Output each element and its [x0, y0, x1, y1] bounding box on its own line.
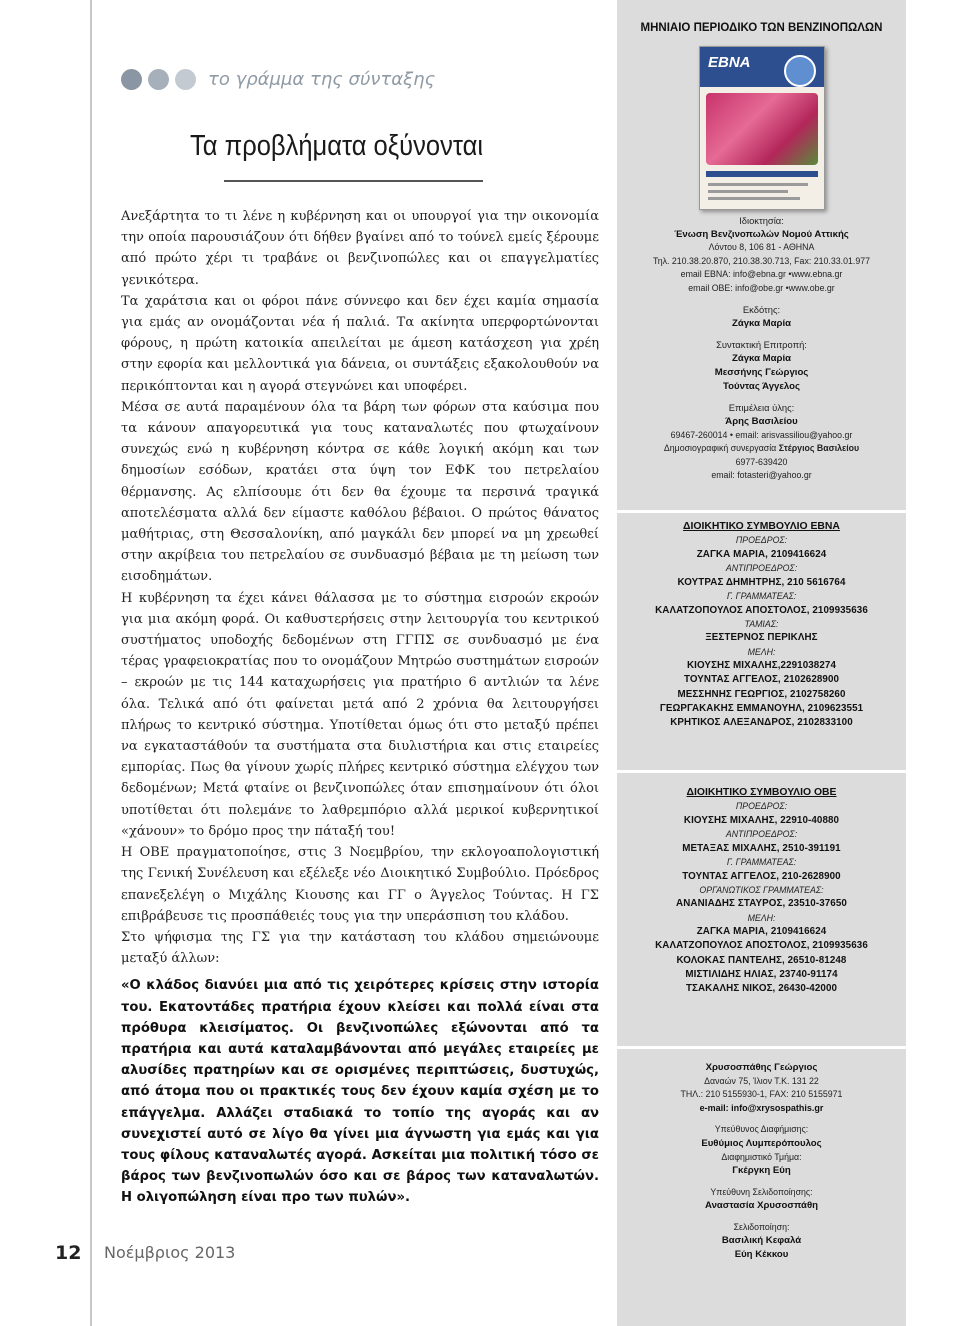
- supervision-contact: 69467-260014 • email: arisvassiliou@yahoo.gr: [670, 429, 853, 440]
- board-member: ΜΕΣΣΗΝΗΣ ΓΕΩΡΓΙΟΣ, 2102758260: [677, 688, 846, 700]
- role-label: ΤΑΜΙΑΣ:: [744, 618, 779, 629]
- printer-email: e-mail: info@xrysospathis.gr: [699, 1102, 824, 1113]
- board-member: ΓΕΩΡΓΑΚΑΚΗΣ ΕΜΜΑΝΟΥΗΛ, 2109623551: [659, 702, 864, 714]
- divider: [617, 510, 906, 513]
- dot-icon: [121, 69, 142, 90]
- board-obe-title: ΔΙΟΙΚΗΤΙΚΟ ΣΥΜΒΟΥΛΙΟ ΟΒΕ: [686, 787, 837, 798]
- role-label: ΑΝΤΙΠΡΟΕΔΡΟΣ:: [725, 563, 798, 574]
- article-paragraph: Τα χαράτσια και οι φόροι πάνε σύννεφο και δεν έχει καμία σημασία για εμάς αν ονομάζονται νέα ή παλιά. Τα ακίνητα υπερφορτώνονται φόρους, η πρώτη κατοικία απειλείται με άμεση κατάσχεση για χρέη στην εφορία και μελλοντικά για δάνεια, οι συντάξεις εξακολουθούν να περικόπτονται και η αγορά στεγνώνει και υποφέρει.: [121, 293, 599, 394]
- printer-phones: ΤΗΛ.: 210 5155930-1, FAX: 210 5155971: [680, 1089, 843, 1100]
- email-ebna: email EBNA: info@ebna.gr •www.ebna.gr: [680, 269, 843, 280]
- publisher-name: Ζάγκα Μαρία: [731, 317, 792, 329]
- section-label: το γράμμα της σύνταξης: [208, 69, 436, 90]
- board-entry: ΚΑΛΑΤΖΟΠΟΥΛΟΣ ΑΠΟΣΤΟΛΟΣ, 2109935636: [655, 604, 868, 616]
- role-label: ΜΕΛΗ:: [747, 912, 776, 923]
- cover-logo: EBNA: [708, 54, 751, 71]
- board-member: ΚΟΛΟΚΑΣ ΠΑΝΤΕΛΗΣ, 26510-81248: [676, 954, 847, 966]
- supervision-label: Επιμέλεια ύλης:: [728, 402, 795, 414]
- board-ebna-title: ΔΙΟΙΚΗΤΙΚΟ ΣΥΜΒΟΥΛΙΟ ΕΒΝΑ: [683, 521, 840, 532]
- printer-address: Δαναών 75, Ίλιον Τ.Κ. 131 22: [704, 1075, 819, 1086]
- article-paragraph: Μέσα σε αυτά παραμένουν όλα τα βάρη των φόρων στα καύσιμα που τα κάνουν απαγορευτικά για τους καταναλωτές που φτωχαίνουν συνεχώς ενώ η κυβέρνηση κόντρα σε κάθε λογική ακόμη και των δημοσίων εσόδων, κρατάει στα ύψη τον ΕΦΚ του πετρελαίου θέρμανσης. Ας ελπίσουμε ότι δεν θα έχουμε τα περσινά τραγικά αποτελέσματα αλλά δεν είμαστε καθόλου βέβαιοι. Ο πρώτος θάνατος μαθήτριας, στη Θεσσαλονίκη, από μαγκάλι δεν μπορεί να μη χρεωθεί στην ακρίβεια του πετρελαίου σε συνδυασμό βέβαια με τη μείωση των εισοδημάτων.: [121, 399, 599, 585]
- committee-member: Ζάγκα Μαρία: [731, 353, 792, 364]
- distribution-name: Ευθύμιος Λυμπερόπουλος: [701, 1137, 822, 1149]
- layout-label: Σελιδοποίηση:: [733, 1222, 790, 1233]
- divider: [617, 770, 906, 773]
- board-entry: ΤΟΥΝΤΑΣ ΑΓΓΕΛΟΣ, 210-2628900: [682, 870, 841, 882]
- role-label: ΠΡΟΕΔΡΟΣ:: [735, 535, 788, 546]
- layout-resp-name: Αναστασία Χρυσοσπάθη: [705, 1200, 818, 1212]
- board-entry: ΜΕΤΑΞΑΣ ΜΙΧΑΛΗΣ, 2510-391191: [682, 842, 841, 854]
- supervision-name: Άρης Βασιλείου: [725, 415, 798, 427]
- advert-name: Γκέργκη Εύη: [732, 1165, 791, 1177]
- board-member: ΚΡΗΤΙΚΟΣ ΑΛΕΞΑΝΔΡΟΣ, 2102833100: [670, 717, 853, 728]
- article-paragraph: Η κυβέρνηση τα έχει κάνει θάλασσα με το σύστημα εισροών εκροών για μια ακόμη φορά. Οι καθυστερήσεις στην λειτουργία του κεντρικού συστήματος υποδοχής δεδομένων στη ΓΓΠΣ σε συνδυασμό με ένα τέρας γραφειοκρατίας που το ονομάζουν Μητρώο συστημάτων εισροών – εκροών με τις 144 καταχωρήσεις για πρατήριο 6 αντλιών τα λένε όλα. Τελικά από ότι φαίνεται μετά από 2 χρόνια θα λειτουργήσει πλήρως το κεντρικό σύστημα. Υποτίθεται όμως ότι στο μεταξύ πρέπει να εγκαταστάθούν τα συστήματα στα διυλιστήρια και στις εταιρείες εμπορίας. Πως θα γίνουν χωρίς πλήρες κεντρικό σύστημα ελέγχου των δεδομένων; Μετά φταίνε οι βενζινοπώλες όταν επισημαίνουν ότι όλοι υποτίθεται ότι πολεμάνε το λαθρεμπόριο αλλά μερικοί κυβερνητικοί «χάνουν» το δρόμο προς την πάταξή του!: [121, 590, 599, 839]
- role-label: Γ. ΓΡΑΜΜΑΤΕΑΣ:: [726, 591, 797, 601]
- owner-name: Ένωση Βενζινοπωλών Νομού Αττικής: [674, 228, 849, 240]
- board-entry: ΑΝΑΝΙΑΔΗΣ ΣΤΑΥΡΟΣ, 23510-37650: [676, 898, 847, 910]
- role-label: Γ. ΓΡΑΜΜΑΤΕΑΣ:: [726, 857, 797, 867]
- board-entry: ΚΟΥΤΡΑΣ ΔΗΜΗΤΡΗΣ, 210 5616764: [677, 576, 846, 588]
- production-credits: [617, 1061, 906, 1262]
- divider: [617, 1046, 906, 1049]
- board-entry: ΞΕΣΤΕΡΝΟΣ ΠΕΡΙΚΛΗΣ: [705, 632, 818, 644]
- masthead-credits: [617, 214, 906, 482]
- layout-name: Εύη Κέκκου: [734, 1249, 789, 1261]
- role-label: ΟΡΓΑΝΩΤΙΚΟΣ ΓΡΑΜΜΑΤΕΑΣ:: [699, 884, 824, 895]
- masthead-sidebar: [617, 0, 906, 1326]
- board-ebna: [617, 520, 906, 730]
- magazine-title: ΜΗΝΙΑΙΟ ΠΕΡΙΟΔΙΚΟ ΤΩΝ ΒΕΝΖΙΝΟΠΩΛΩΝ: [640, 22, 883, 34]
- dot-icon: [175, 69, 196, 90]
- journalist-label: Δημοσιογραφική συνεργασία: [663, 443, 777, 454]
- layout-resp-label: Υπεύθυνη Σελιδοποίησης:: [710, 1186, 813, 1197]
- cover-photo: [706, 93, 818, 165]
- advert-label: Διαφημιστικό Τμήμα:: [721, 1151, 802, 1162]
- article-paragraph: Η ΟΒΕ πραγματοποίησε, στις 3 Νοεμβρίου, την εκλογοαπολογιστική της Γενική Συνέλευση και εξέλεξε νέο Διοικητικό Συμβούλιο. Πρόεδρος επανεξελέγη ο Μιχάλης Κιουσης και ΓΓ ο Άγγελος Τούντας. Η ΓΣ επιβράβευσε τις προσπάθειές τους για την υπεράσπιση του κλάδου.: [121, 845, 599, 924]
- page-number: 12: [55, 1242, 82, 1264]
- cover-badge-icon: [784, 55, 816, 87]
- page-title: Τα προβλήματα οξύνονται: [189, 130, 483, 162]
- board-member: ΤΣΑΚΑΛΗΣ ΝΙΚΟΣ, 26430-42000: [685, 983, 838, 994]
- journalist-phone: 6977-639420: [735, 456, 788, 467]
- owner-label: Ιδιοκτησία:: [739, 215, 784, 226]
- role-label: ΠΡΟΕΔΡΟΣ:: [735, 801, 788, 812]
- journalist-name: Στέργιος Βασιλείου: [778, 443, 860, 454]
- role-label: ΜΕΛΗ:: [747, 646, 776, 657]
- committee-member: Τούντας Άγγελος: [722, 380, 800, 392]
- owner-phones: Τηλ. 210.38.20.870, 210.38.30.713, Fax: 210.33.01.977: [652, 255, 870, 266]
- margin-rule: [90, 0, 92, 1326]
- owner-address: Λόντου 8, 106 81 - ΑΘΗΝΑ: [708, 242, 815, 253]
- committee-member: Μεσσήνης Γεώργιος: [714, 366, 809, 378]
- dot-icon: [148, 69, 169, 90]
- article-paragraph: Στο ψήφισμα της ΓΣ για την κατάσταση του κλάδου σημειώνουμε μεταξύ άλλων:: [121, 929, 599, 967]
- resolution-quote: «Ο κλάδος διανύει μια από τις χειρότερες κρίσεις στην ιστορία του. Εκατοντάδες πρατήρια έχουν κλείσει και πολλά είναι στα πρόθυρα κλεισίματος. Οι βενζινοπώλες εξώνονται από τα πρατήρια και αυτά καταλαμβάνονται από μεγάλες εταιρείες με αλυσίδες πρατηρίων και σε ορισμένες περιπτώσεις, δυστυχώς, από άτομα που οι πρακτικές τους δεν έχουν καμία σχέση με το επάγγελμα. Αλλάζει σταδιακά το τοπίο της αγοράς και αν συνεχιστεί αυτό σε λίγο θα γίνει μια άγνωστη για εμάς και για τους φίλους καταναλωτές αγορά. Ασκείται μια πολιτική τόσο σε βάρος των βενζινοπωλών όσο και σε βάρος των καταναλωτών. Η ολιγοπώληση είναι προ των πυλών».: [121, 978, 599, 1206]
- email-obe: email OBE: info@obe.gr •www.obe.gr: [688, 282, 835, 293]
- board-member: ΖΑΓΚΑ ΜΑΡΙΑ, 2109416624: [696, 926, 827, 938]
- layout-name: Βασιλική Κεφαλά: [721, 1235, 802, 1247]
- publisher-label: Εκδότης:: [742, 304, 781, 316]
- section-dots: [121, 69, 196, 90]
- board-member: ΜΙΣΤΙΛΙΔΗΣ ΗΛΙΑΣ, 23740-91174: [685, 968, 838, 980]
- title-underline: [224, 180, 483, 182]
- editorial-article: [121, 206, 599, 1209]
- board-member: ΚΑΛΑΤΖΟΠΟΥΛΟΣ ΑΠΟΣΤΟΛΟΣ, 2109935636: [655, 940, 868, 952]
- role-label: ΑΝΤΙΠΡΟΕΔΡΟΣ:: [725, 829, 798, 840]
- board-entry: ΚΙΟΥΣΗΣ ΜΙΧΑΛΗΣ, 22910-40880: [683, 815, 840, 826]
- board-entry: ΖΑΓΚΑ ΜΑΡΙΑ, 2109416624: [696, 549, 827, 560]
- magazine-cover-image: [699, 46, 825, 210]
- board-member: ΤΟΥΝΤΑΣ ΑΓΓΕΛΟΣ, 2102628900: [683, 674, 840, 686]
- printer-name: Χρυσοσπάθης Γεώργιος: [705, 1062, 818, 1073]
- committee-label: Συντακτική Επιτροπή:: [716, 339, 807, 351]
- article-paragraph: Ανεξάρτητα το τι λένε η κυβέρνηση και οι υπουργοί για την οικονομία την οποία παρουσιάζουν ότι δήθεν βγαίνει από το τούνελ εμείς ξέρουμε από πρώτο χέρι τι τραβάνε οι βενζινοπώλες και οι επαγγελματίες γενικότερα.: [121, 209, 599, 288]
- board-obe: [617, 786, 906, 996]
- distribution-label: Υπεύθυνος Διαφήμισης:: [714, 1124, 809, 1135]
- journalist-email: email: fotasteri@yahoo.gr: [711, 470, 812, 480]
- board-member: ΚΙΟΥΣΗΣ ΜΙΧΑΛΗΣ,2291038274: [686, 660, 837, 672]
- issue-date: Νοέμβριος 2013: [104, 1243, 236, 1262]
